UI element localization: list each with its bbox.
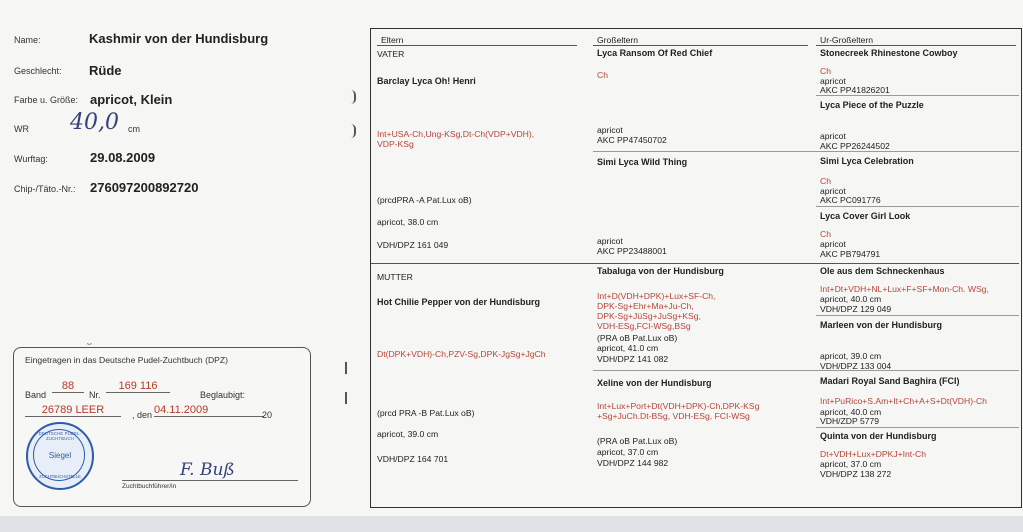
great-grandparent-color: apricot, 40.0 cm	[820, 294, 882, 304]
mother-registration: VDH/DPZ 164 701	[377, 454, 449, 464]
scan-bottom-edge	[0, 516, 1023, 532]
great-grandparent-name: Simi Lyca Celebration	[820, 156, 914, 166]
registry-entered-label: Eingetragen in das Deutsche Pudel-Zuchtbuch (DPZ)	[25, 355, 229, 365]
registry-stamp-box	[13, 338, 311, 507]
father-mother-divider	[371, 263, 1019, 264]
great-grandparent-divider	[816, 315, 1019, 316]
grandparent-titles: Int+D(VDH+DPK)+Lux+SF-Ch, DPK-Sg+Ehr+Ma+Ju-Ch, DPK-Sg+JüSg+JuSg+KSg, VDH-ESg,FCI-WSg,BSg	[597, 291, 716, 331]
chip-label: Chip-/Täto.-Nr.:	[14, 184, 76, 194]
scan-mark	[351, 124, 356, 138]
great-grandparent-titles: Int+PuRico+S.Am+It+Ch+A+S+Dt(VDH)-Ch	[820, 396, 987, 406]
great-grandparent-name: Madari Royal Sand Baghira (FCI)	[820, 376, 960, 386]
father-role: VATER	[377, 49, 405, 59]
wr-unit: cm	[128, 124, 140, 134]
great-grandparent-name: Stonecreek Rhinestone Cowboy	[820, 48, 958, 58]
great-grandparent-color: apricot	[820, 76, 846, 86]
signer-label: Zuchtbuchführer/in	[122, 483, 177, 490]
great-grandparent-name: Ole aus dem Schneckenhaus	[820, 266, 945, 276]
official-seal	[26, 422, 94, 490]
mother-role: MUTTER	[377, 272, 413, 282]
grandparent-registration: VDH/DPZ 144 982	[597, 458, 669, 468]
grandparent-divider	[593, 151, 1019, 152]
father-health: (prcdPRA -A Pat.Lux oB)	[377, 195, 472, 205]
name-label: Name:	[14, 35, 41, 45]
header-underline	[593, 45, 808, 46]
great-grandparent-titles: Ch	[820, 66, 831, 76]
great-grandparent-registration: VDH/DPZ 133 004	[820, 361, 892, 371]
dog-sex: Rüde	[89, 63, 122, 78]
grandparent-registration: VDH/DPZ 141 082	[597, 354, 669, 364]
great-grandparent-registration: VDH/DPZ 138 272	[820, 469, 892, 479]
certified-label: Beglaubigt:	[200, 390, 246, 400]
header-great-grandparents: Ur-Großeltern	[820, 35, 874, 45]
grandparent-name: Tabaluga von der Hundisburg	[597, 266, 724, 276]
year-suffix: 20	[262, 410, 273, 420]
great-grandparent-registration: AKC PP41826201	[820, 85, 890, 95]
great-grandparent-name: Lyca Piece of the Puzzle	[820, 100, 924, 110]
father-registration: VDH/DPZ 161 049	[377, 240, 449, 250]
mother-titles: Dt(DPK+VDH)-Ch,PZV-Sg,DPK-JgSg+JgCh	[377, 349, 546, 359]
header-underline	[377, 45, 577, 46]
dog-color: apricot, Klein	[90, 92, 173, 107]
great-grandparent-divider	[816, 95, 1019, 96]
whelp-label: Wurftag:	[14, 154, 48, 164]
grandparent-titles: Int+Lux+Port+Dt(VDH+DPK)-Ch,DPK-KSg +Sg+JuCh.Dt-BSg, VDH-ESg, FCI-WSg	[597, 401, 760, 421]
mother-color: apricot, 39.0 cm	[377, 429, 439, 439]
grandparent-registration: AKC PP23488001	[597, 246, 667, 256]
scan-mark	[351, 90, 356, 104]
grandparent-color: apricot	[597, 125, 623, 135]
dog-name: Kashmir von der Hundisburg	[89, 31, 269, 46]
seal-bottom-text: ZUCHTBUCHSTELLE	[39, 474, 81, 479]
great-grandparent-titles: Ch	[820, 176, 831, 186]
grandparent-name: Lyca Ransom Of Red Chief	[597, 48, 713, 58]
registry-place: 26789 LEER	[25, 404, 121, 417]
sex-label: Geschlecht:	[14, 66, 62, 76]
grandparent-color: apricot, 41.0 cm	[597, 343, 659, 353]
scan-mark	[345, 362, 350, 374]
signature-line	[122, 480, 298, 481]
grandparent-color: apricot	[597, 236, 623, 246]
seal-top-text: DEUTSCHE PUDEL-ZUCHTBUCH	[38, 431, 82, 441]
header-parents: Eltern	[381, 35, 404, 45]
great-grandparent-color: apricot	[820, 131, 846, 141]
grandparent-name: Xeline von der Hundisburg	[597, 378, 712, 388]
mother-health: (prcd PRA -B Pat.Lux oB)	[377, 408, 475, 418]
header-grandparents: Großeltern	[597, 35, 639, 45]
great-grandparent-name: Lyca Cover Girl Look	[820, 211, 911, 221]
grandparent-color: apricot, 37.0 cm	[597, 447, 659, 457]
great-grandparent-name: Marleen von der Hundisburg	[820, 320, 943, 330]
great-grandparent-color: apricot, 37.0 cm	[820, 459, 882, 469]
signature: F. Buß	[180, 460, 235, 480]
wr-label: WR	[14, 124, 29, 134]
chip-number: 276097200892720	[90, 180, 199, 195]
great-grandparent-color: apricot, 39.0 cm	[820, 351, 882, 361]
color-label: Farbe u. Größe:	[14, 95, 79, 105]
nr-label: Nr.	[89, 390, 101, 400]
great-grandparent-titles: Int+Dt+VDH+NL+Lux+F+SF+Mon-Ch. WSg,	[820, 284, 989, 294]
registry-check-mark: ᵕ	[87, 338, 93, 353]
great-grandparent-color: apricot, 40.0 cm	[820, 407, 882, 417]
great-grandparent-registration: AKC PP26244502	[820, 141, 890, 151]
registry-date: 04.11.2009	[154, 404, 264, 417]
great-grandparent-divider	[816, 427, 1019, 428]
great-grandparent-titles: Ch	[820, 229, 831, 239]
father-color: apricot, 38.0 cm	[377, 217, 439, 227]
registry-number: 169 116	[106, 380, 170, 393]
great-grandparent-titles: Dt+VDH+Lux+DPKJ+Int-Ch	[820, 449, 927, 459]
great-grandparent-registration: AKC PC091776	[820, 195, 881, 205]
grandparent-titles: Ch	[597, 70, 608, 80]
great-grandparent-name: Quinta von der Hundisburg	[820, 431, 937, 441]
great-grandparent-registration: VDH/DPZ 129 049	[820, 304, 892, 314]
grandparent-divider	[593, 370, 1019, 371]
great-grandparent-registration: AKC PB794791	[820, 249, 881, 259]
great-grandparent-color: apricot	[820, 186, 846, 196]
grandparent-registration: AKC PP47450702	[597, 135, 667, 145]
header-underline	[816, 45, 1016, 46]
band-label: Band	[25, 390, 47, 400]
grandparent-name: Simi Lyca Wild Thing	[597, 157, 688, 167]
whelp-date: 29.08.2009	[90, 150, 156, 165]
seal-center-text: Siegel	[48, 451, 72, 460]
date-prefix: , den	[132, 410, 153, 420]
great-grandparent-registration: VDH/ZDP 5779	[820, 416, 880, 426]
scan-mark	[345, 392, 350, 404]
pedigree-table	[370, 28, 1022, 508]
father-name: Barclay Lyca Oh! Henri	[377, 76, 476, 86]
mother-name: Hot Chilie Pepper von der Hundisburg	[377, 297, 541, 307]
grandparent-health: (PRA oB Pat.Lux oB)	[597, 436, 678, 446]
father-titles: Int+USA-Ch,Ung-KSg,Dt-Ch(VDP+VDH), VDP-KSg	[377, 129, 535, 149]
grandparent-health: (PRA oB Pat.Lux oB)	[597, 333, 678, 343]
great-grandparent-divider	[816, 206, 1019, 207]
wr-value: 40,0	[70, 110, 119, 135]
band-number: 88	[52, 380, 84, 393]
great-grandparent-color: apricot	[820, 239, 846, 249]
